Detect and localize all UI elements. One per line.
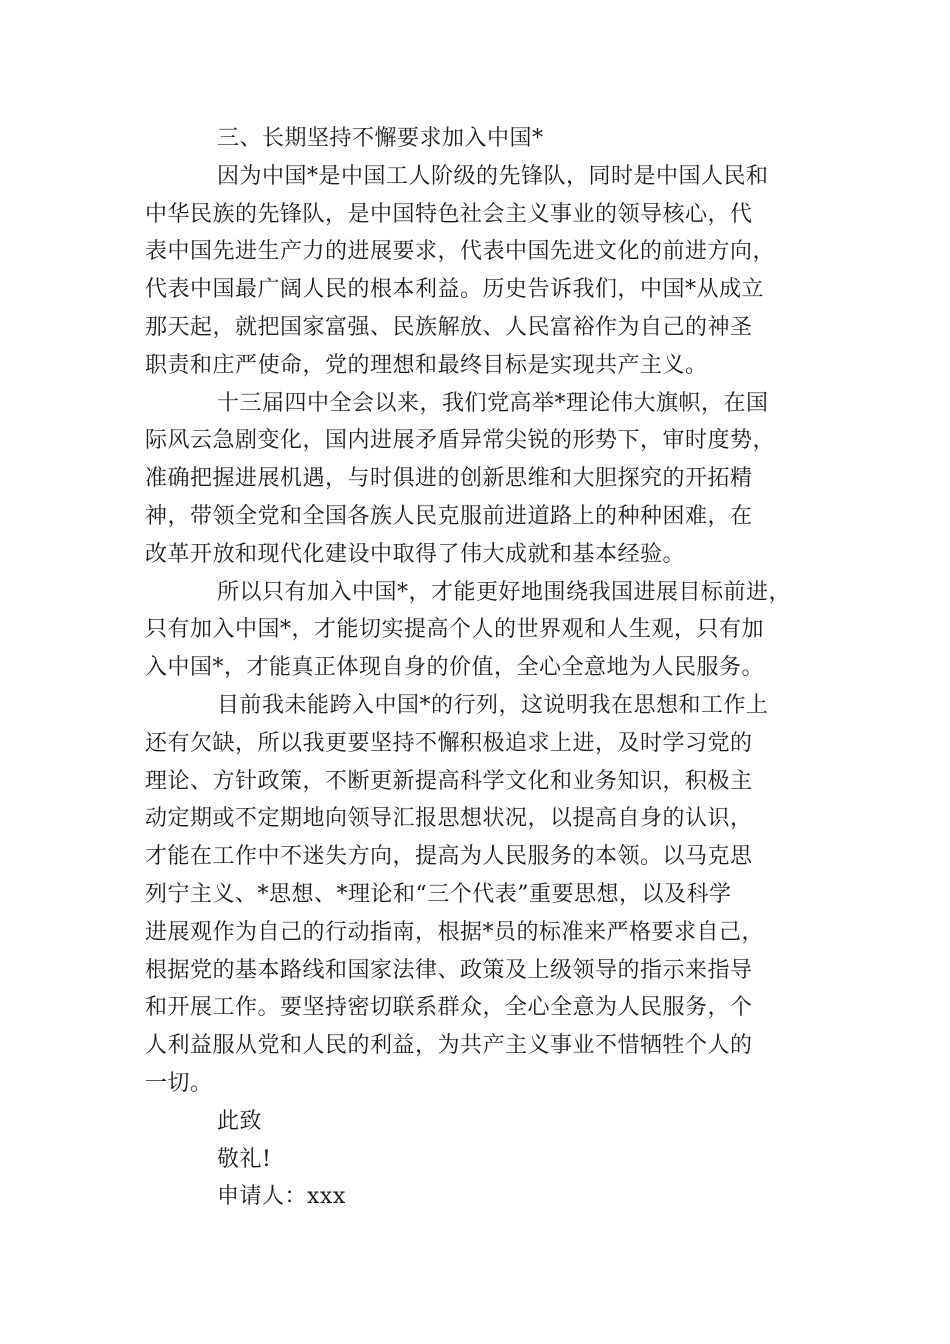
text-line: 因为中国*是中国工人阶级的先锋队，同时是中国人民和	[217, 163, 769, 189]
text-line: 只有加入中国*，才能切实提高个人的世界观和人生观，只有加	[145, 617, 765, 643]
text-line: 三、长期坚持不懈要求加入中国*	[217, 126, 544, 151]
text-line: 申请人：xxx	[217, 1184, 346, 1210]
text-line: 准确把握进展机遇，与时俱进的创新思维和大胆探究的开拓精	[145, 466, 753, 492]
text-line: 神，带领全党和全国各族人民克服前进道路上的种种困难，在	[145, 503, 753, 529]
text-line: 改革开放和现代化建设中取得了伟大成就和基本经验。	[145, 541, 686, 567]
text-line: 列宁主义、*思想、*理论和“三个代表”重要思想，以及科学	[145, 881, 732, 907]
text-line: 中华民族的先锋队，是中国特色社会主义事业的领导核心，代	[145, 201, 753, 227]
text-line: 十三届四中全会以来，我们党高举*理论伟大旗帜，在国	[217, 390, 769, 416]
text-line: 此致	[217, 1108, 263, 1134]
text-line: 还有欠缺，所以我更要坚持不懈积极追求上进，及时学习党的	[145, 730, 753, 756]
text-line: 一切。	[145, 1070, 213, 1096]
text-line: 进展观作为自己的行动指南，根据*员的标准来严格要求自己，	[145, 919, 765, 945]
text-line: 际风云急剧变化，国内进展矛盾异常尖锐的形势下，审时度势，	[145, 428, 776, 454]
text-line: 人利益服从党和人民的利益，为共产主义事业不惜牺牲个人的	[145, 1033, 753, 1059]
text-line: 动定期或不定期地向领导汇报思想状况，以提高自身的认识，	[145, 806, 753, 832]
text-line: 理论、方针政策，不断更新提高科学文化和业务知识，积极主	[145, 768, 753, 794]
document-body	[145, 120, 815, 1216]
text-line: 职责和庄严使命，党的理想和最终目标是实现共产主义。	[145, 352, 708, 378]
text-line: 才能在工作中不迷失方向，提高为人民服务的本领。以马克思	[145, 844, 753, 870]
text-line: 敬礼!	[217, 1146, 272, 1172]
text-line: 入中国*，才能真正体现自身的价值，全心全意地为人民服务。	[145, 655, 765, 681]
text-line: 表中国先进生产力的进展要求，代表中国先进文化的前进方向，	[145, 239, 776, 265]
text-line: 根据党的基本路线和国家法律、政策及上级领导的指示来指导	[145, 957, 753, 983]
text-line: 那天起，就把国家富强、民族解放、人民富裕作为自己的神圣	[145, 314, 753, 340]
text-line: 和开展工作。要坚持密切联系群众，全心全意为人民服务，个	[145, 995, 753, 1021]
text-line: 所以只有加入中国*，才能更好地围绕我国进展目标前进，	[217, 579, 792, 605]
text-line: 目前我未能跨入中国*的行列，这说明我在思想和工作上	[217, 692, 769, 718]
text-line: 代表中国最广阔人民的根本利益。历史告诉我们，中国*从成立	[145, 277, 765, 303]
